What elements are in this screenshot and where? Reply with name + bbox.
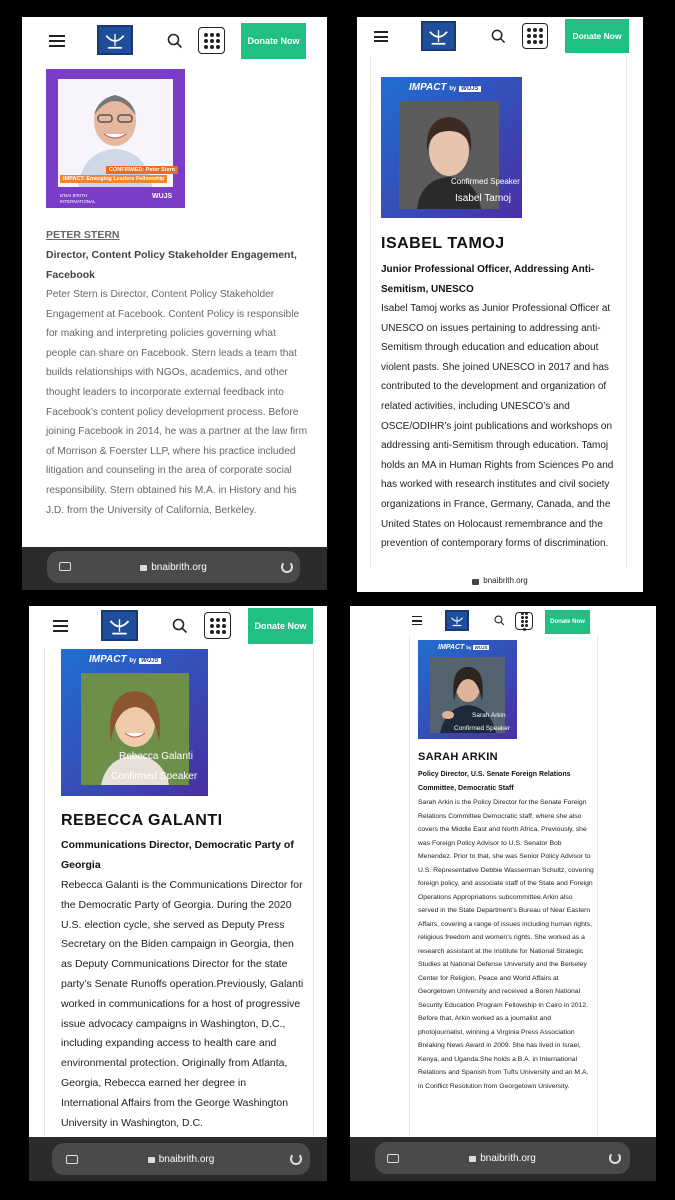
speaker-card-image bbox=[381, 77, 522, 218]
menu-icon[interactable] bbox=[53, 620, 68, 632]
lock-icon bbox=[148, 1157, 155, 1163]
badge-program-label: IMPACT: Emerging Leaders Fellowship bbox=[60, 175, 167, 183]
browser-address-bar bbox=[22, 547, 327, 590]
screenshot-panel-isabel-tamoj bbox=[357, 17, 643, 592]
speaker-card-image bbox=[61, 649, 208, 796]
card-caption-confirmed: Confirmed Speaker bbox=[454, 725, 510, 732]
lock-icon bbox=[469, 1156, 476, 1162]
site-header bbox=[22, 17, 327, 63]
apps-grid-icon[interactable] bbox=[515, 612, 533, 630]
card-caption-name: Isabel Tamoj bbox=[455, 193, 511, 204]
donate-button[interactable]: Donate Now bbox=[248, 608, 313, 644]
speaker-role: Junior Professional Officer, Addressing Anti-Semitism, UNESCO bbox=[381, 264, 595, 295]
apps-grid-icon[interactable] bbox=[204, 612, 231, 639]
reload-icon[interactable] bbox=[290, 1153, 302, 1165]
speaker-bio: Rebecca Galanti is the Communications Director for the Democratic Party of Georgia. During the 2020 U.S. election cycle, she served as Deputy Press Secretary on the Biden campaign in Georgia, then as Deputy Communications Director for the state party’s Senate Runoffs operation.Previously, Galanti worked in communications for a host of progressive issue advocacy campaigns in Washington, D.C., including expanding access to health care and environmental protection. Originally from Atlanta, Georgia, Rebecca earned her degree in International Affairs from the George Washington University in Washington, D.C. bbox=[61, 879, 304, 1129]
bnai-brith-logo[interactable] bbox=[97, 25, 133, 55]
url-field[interactable] bbox=[375, 1142, 630, 1174]
tabs-icon[interactable] bbox=[66, 1155, 78, 1164]
search-icon[interactable] bbox=[167, 33, 183, 49]
card-impact-label: IMPACT bbox=[89, 654, 127, 665]
reload-icon[interactable] bbox=[281, 561, 293, 573]
card-caption-name: Rebecca Galanti bbox=[119, 751, 193, 762]
tabs-icon[interactable] bbox=[387, 1154, 399, 1163]
screenshot-panel-rebecca-galanti bbox=[29, 606, 327, 1181]
speaker-name: REBECCA GALANTI bbox=[61, 812, 223, 829]
url-text: bnaibrith.org bbox=[151, 561, 207, 573]
speaker-bio: Sarah Arkin is the Policy Director for the Senate Foreign Relations Committee Democratic staff, where she also covers the Middle East and North Africa. Previously, she was Foreign Policy Advisor to U.S. Senator Bob Menendez. Prior to that, she was Senior Policy Advisor to U.S. Representative Debbie Wasserman Schultz, covering foreign policy, and associate staff of the State and Foreign Operations Appropriations subcommittee.Arkin also served in the State Department’s Bureau of Near Eastern Affairs, covering a range of issues including human rights, religious freedom and women’s rights. She worked as a research assistant at the Institute for National Strategic Studies at National Defense University and the Berkeley Center for Religion, Peace and World Affairs at Georgetown University and received a Boren National Security Education Program Fellowship in Cairo in 2012. Before that, Arkin worked as a journalist and photojournalist, winning a Virginia Press Association Breaking News Award in 2009. She has lived in Israel, Kenya, and Uganda.She holds a B.A. in International Relations and Spanish from Tufts University and an M.A. in Conflict Resolution from Georgetown University. bbox=[418, 799, 594, 1090]
card-impact-header bbox=[61, 649, 208, 671]
lock-icon bbox=[472, 579, 479, 585]
card-wujs-label: WUJS bbox=[461, 86, 479, 92]
speaker-badge-image bbox=[46, 69, 185, 208]
badge-wujs-label: WUJS bbox=[152, 193, 173, 200]
bnai-brith-logo[interactable] bbox=[421, 21, 456, 51]
apps-grid-icon[interactable] bbox=[198, 27, 225, 54]
speaker-card-image bbox=[418, 640, 517, 739]
card-wujs-label: WUJS bbox=[141, 658, 159, 664]
search-icon[interactable] bbox=[172, 618, 188, 634]
speaker-role: Director, Content Policy Stakeholder Engagement, Facebook bbox=[46, 249, 297, 281]
speaker-role: Communications Director, Democratic Party of Georgia bbox=[61, 839, 294, 871]
speaker-bio: Peter Stern is Director, Content Policy Stakeholder Engagement at Facebook. Content Policy is responsible for making and interpreting policies governing what people can share on Facebook. Stern leads a team that builds relationships with NGOs, academics, and other thought leaders to incorporate external feedback into Facebook’s content policy development process. Before joining Facebook in 2014, he was a partner at the law firm of Morrison & Foerster LLP, where his practice included litigation and counseling in the area of corporate social responsibility. Stern obtained his M.A. in History and his J.D. from the University of California, Berkeley. bbox=[46, 289, 308, 516]
card-by-label: by bbox=[466, 645, 472, 650]
site-header bbox=[29, 606, 327, 648]
speaker-name: SARAH ARKIN bbox=[418, 751, 498, 763]
card-by-label: by bbox=[449, 86, 457, 92]
donate-button[interactable]: Donate Now bbox=[241, 23, 306, 59]
url-text: bnaibrith.org bbox=[480, 1152, 536, 1164]
card-wujs-label: WUJS bbox=[474, 645, 488, 650]
speaker-name[interactable]: PETER STERN bbox=[46, 229, 120, 241]
speaker-role: Policy Director, U.S. Senate Foreign Relations Committee, Democratic Staff bbox=[418, 771, 571, 792]
browser-address-bar bbox=[29, 1137, 327, 1181]
card-caption-name: Sarah Arkin bbox=[472, 712, 506, 719]
donate-button[interactable]: Donate Now bbox=[565, 19, 629, 53]
screenshot-panel-sarah-arkin bbox=[350, 606, 656, 1181]
card-caption-confirmed: Confirmed Speaker bbox=[451, 177, 520, 186]
menu-icon[interactable] bbox=[374, 31, 388, 42]
donate-button[interactable]: Donate Now bbox=[545, 610, 590, 634]
bnai-brith-logo[interactable] bbox=[445, 610, 469, 631]
reload-icon[interactable] bbox=[609, 1152, 621, 1164]
menu-icon[interactable] bbox=[49, 35, 65, 47]
card-impact-label: IMPACT bbox=[438, 644, 465, 651]
url-field[interactable] bbox=[47, 551, 300, 583]
card-by-label: by bbox=[129, 658, 137, 664]
site-header bbox=[350, 606, 656, 636]
url-field[interactable] bbox=[52, 1143, 310, 1175]
card-impact-header bbox=[381, 77, 522, 99]
badge-confirmed-label: CONFIRMED: Peter Stern bbox=[106, 166, 178, 174]
site-header bbox=[357, 17, 643, 57]
tabs-icon[interactable] bbox=[59, 562, 71, 571]
lock-icon bbox=[140, 565, 147, 571]
menu-icon[interactable] bbox=[412, 616, 422, 625]
browser-address-bar bbox=[350, 1137, 656, 1181]
bnai-brith-logo[interactable] bbox=[101, 610, 138, 641]
card-caption-confirmed: Confirmed Speaker bbox=[111, 771, 198, 782]
speaker-name: ISABEL TAMOJ bbox=[381, 235, 505, 252]
screenshot-panel-peter-stern bbox=[22, 17, 327, 590]
card-impact-label: IMPACT bbox=[409, 82, 447, 93]
apps-grid-icon[interactable] bbox=[522, 23, 548, 49]
search-icon[interactable] bbox=[491, 29, 506, 44]
url-text: bnaibrith.org bbox=[158, 1153, 215, 1165]
url-text[interactable]: bnaibrith.org bbox=[483, 576, 528, 585]
browser-url-caption bbox=[357, 569, 643, 592]
speaker-bio: Isabel Tamoj works as Junior Professional Officer at UNESCO on issues pertaining to addressing anti-Semitism through education and education about violent pasts. She joined UNESCO in 2017 and has contributed to the development and organization of related activities, including UNESCO’s and OSCE/ODIHR’s joint publications and workshops on addressing anti-Semitism through education. Tamoj holds an MA in Human Rights from Sciences Po and has worked with research institutes and civil society organizations in France, Germany, Canada, and the United States on Holocaust remembrance and the prevention of contemporary forms of discrimination. bbox=[381, 303, 614, 550]
search-icon[interactable] bbox=[494, 615, 505, 626]
card-impact-header bbox=[418, 640, 517, 656]
badge-org-label: B'NAI B'RITH INTERNATIONAL bbox=[60, 193, 96, 204]
